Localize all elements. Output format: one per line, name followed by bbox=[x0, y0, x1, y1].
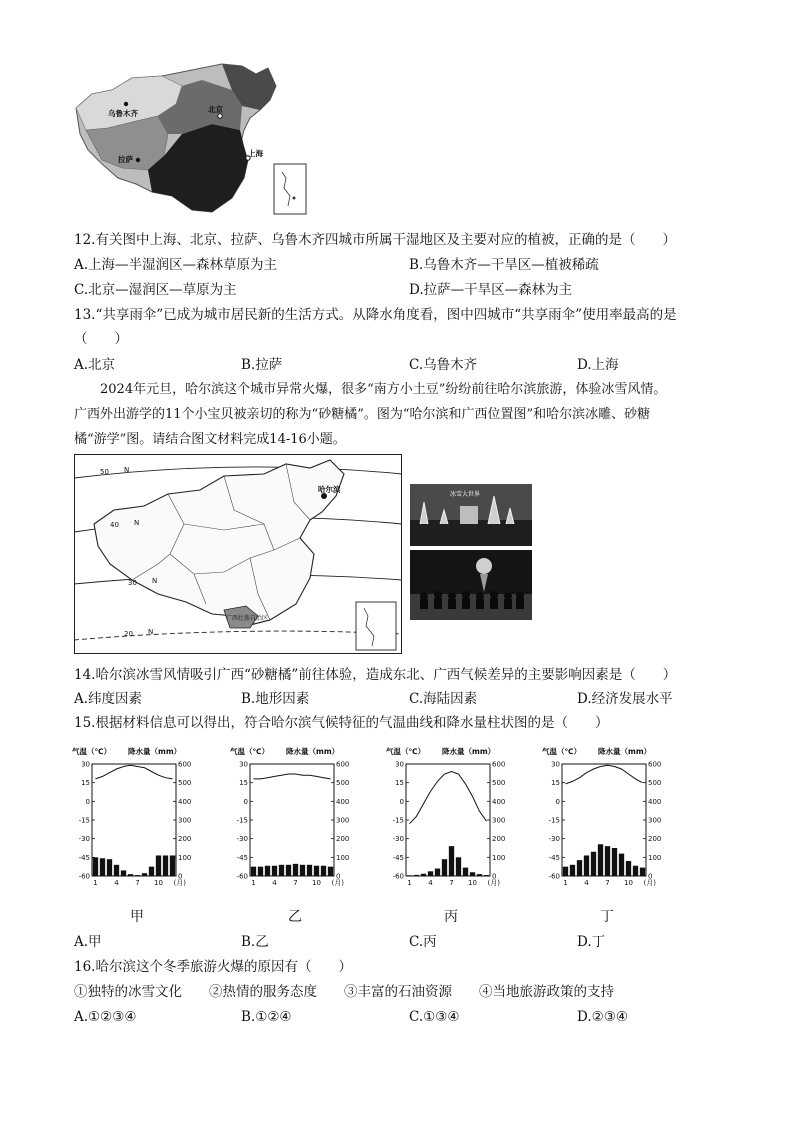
chart-caption-bing: 丙 bbox=[444, 909, 458, 925]
temp-tick-label: 15 bbox=[551, 779, 560, 788]
precip-bar bbox=[135, 875, 140, 876]
precip-tick-label: 300 bbox=[492, 816, 506, 825]
month-tick-label: 1 bbox=[251, 879, 256, 887]
kids-group-photo bbox=[410, 550, 532, 620]
precip-tick-label: 400 bbox=[178, 797, 192, 806]
climate-chart-bing bbox=[384, 744, 514, 894]
q12-option-a[interactable]: A.上海—半湿润区—森林草原为主 bbox=[74, 257, 278, 273]
temp-tick-label: 0 bbox=[399, 797, 404, 806]
q16-option-b[interactable]: B.①②④ bbox=[241, 1009, 292, 1025]
q16-stem: 16.哈尔滨这个冬季旅游火爆的原因有（ ） bbox=[74, 959, 352, 975]
y-axis-title-temperature: 气温（℃） bbox=[72, 747, 112, 756]
precip-bar bbox=[272, 866, 277, 876]
precip-bar bbox=[435, 869, 440, 876]
q13-stem-paren: （ ） bbox=[74, 331, 128, 347]
precip-tick-label: 200 bbox=[178, 835, 192, 844]
passage-line-1: 2024年元旦，哈尔滨这个城市异常火爆，很多“南方小土豆”纷纷前往哈尔滨旅游，体验冰雪风情。 bbox=[100, 382, 667, 397]
precip-bar bbox=[428, 871, 433, 876]
y-axis-title-precipitation: 降水量（mm） bbox=[442, 747, 496, 756]
x-axis-unit: (月) bbox=[331, 879, 344, 887]
temperature-curve bbox=[566, 765, 643, 784]
climate-chart-ding bbox=[540, 744, 670, 894]
temp-tick-label: 15 bbox=[239, 779, 248, 788]
temp-tick-label: 15 bbox=[395, 779, 404, 788]
temp-tick-label: -15 bbox=[392, 816, 404, 825]
q16-option-d[interactable]: D.②③④ bbox=[577, 1009, 628, 1025]
temp-tick-label: -45 bbox=[236, 853, 248, 862]
temp-tick-label: -60 bbox=[548, 872, 560, 881]
precip-tick-label: 0 bbox=[178, 872, 183, 881]
month-tick-label: 7 bbox=[449, 879, 454, 887]
q12-option-c[interactable]: C.北京—湿润区—草原为主 bbox=[74, 282, 237, 298]
precip-bar bbox=[279, 865, 284, 876]
climate-chart-svg bbox=[540, 744, 670, 894]
precip-bar bbox=[107, 859, 112, 876]
precip-tick-label: 400 bbox=[336, 797, 350, 806]
precip-tick-label: 500 bbox=[336, 779, 350, 788]
q15-option-d[interactable]: D.丁 bbox=[577, 934, 606, 950]
temp-tick-label: -60 bbox=[236, 872, 248, 881]
precip-bar bbox=[414, 875, 419, 876]
month-tick-label: 10 bbox=[468, 879, 477, 887]
month-tick-label: 10 bbox=[624, 879, 633, 887]
ice-sculpture-photo bbox=[410, 484, 532, 546]
q12-stem: 12.有关图中上海、北京、拉萨、乌鲁木齐四城市所属干湿地区及主要对应的植被，正确的是（ ） bbox=[74, 232, 676, 248]
lat-label-30: 30 bbox=[128, 579, 137, 587]
precip-bar bbox=[484, 875, 489, 876]
precip-bar bbox=[477, 874, 482, 876]
precip-tick-label: 300 bbox=[648, 816, 662, 825]
precip-bar bbox=[307, 865, 312, 876]
q14-option-b[interactable]: B.地形因素 bbox=[241, 691, 310, 707]
temp-tick-label: -15 bbox=[78, 816, 90, 825]
q16-items: ①独特的冰雪文化 ②热情的服务态度 ③丰富的石油资源 ④当地旅游政策的支持 bbox=[74, 984, 614, 1000]
month-tick-label: 7 bbox=[605, 879, 610, 887]
precip-bar bbox=[633, 866, 638, 876]
q14-stem: 14.哈尔滨冰雪风情吸引广西“砂糖橘”前往体验，造成东北、广西气候差异的主要影响因素是（ ） bbox=[74, 667, 677, 683]
temp-tick-label: -15 bbox=[548, 816, 560, 825]
month-tick-label: 1 bbox=[93, 879, 98, 887]
precip-bar bbox=[142, 873, 147, 876]
precip-tick-label: 100 bbox=[336, 853, 350, 862]
month-tick-label: 1 bbox=[407, 879, 412, 887]
x-axis-unit: (月) bbox=[643, 879, 656, 887]
precip-bar bbox=[170, 855, 175, 876]
precip-bar bbox=[258, 867, 263, 876]
precip-tick-label: 600 bbox=[336, 760, 350, 769]
map2-label-harbin: 哈尔滨 bbox=[318, 485, 341, 494]
temp-tick-label: 15 bbox=[81, 779, 90, 788]
precip-bar bbox=[128, 874, 133, 876]
q15-stem: 15.根据材料信息可以得出，符合哈尔滨气候特征的气温曲线和降水量柱状图的是（ ） bbox=[74, 715, 609, 731]
passage-line-2: 广西外出游学的11个小宝贝被亲切的称为“砂糖橘”。图为“哈尔滨和广西位置图”和哈尔滨冰雕、砂糖 bbox=[74, 407, 651, 422]
temp-tick-label: -30 bbox=[78, 835, 90, 844]
month-tick-label: 7 bbox=[293, 879, 298, 887]
temp-tick-label: 0 bbox=[555, 797, 560, 806]
month-tick-label: 4 bbox=[428, 879, 433, 887]
precip-bar bbox=[321, 866, 326, 876]
temperature-curve bbox=[96, 765, 173, 779]
month-tick-label: 4 bbox=[272, 879, 277, 887]
temp-tick-label: 30 bbox=[81, 760, 90, 769]
precip-bar bbox=[328, 867, 333, 876]
temp-tick-label: -15 bbox=[236, 816, 248, 825]
q13-stem: 13.“共享雨伞”已成为城市居民新的生活方式。从降水角度看，图中四城市“共享雨伞”使用率最高的是 bbox=[74, 307, 677, 323]
precip-bar bbox=[163, 855, 168, 876]
precip-tick-label: 400 bbox=[648, 797, 662, 806]
y-axis-title-precipitation: 降水量（mm） bbox=[128, 747, 182, 756]
q13-option-b[interactable]: B.拉萨 bbox=[241, 357, 283, 373]
plot-frame bbox=[250, 764, 334, 876]
month-tick-label: 4 bbox=[114, 879, 119, 887]
precip-tick-label: 100 bbox=[492, 853, 506, 862]
y-axis-title-precipitation: 降水量（mm） bbox=[286, 747, 340, 756]
precip-tick-label: 100 bbox=[178, 853, 192, 862]
precip-bar bbox=[563, 867, 568, 876]
q14-option-d[interactable]: D.经济发展水平 bbox=[577, 691, 673, 707]
y-axis-title-temperature: 气温（℃） bbox=[542, 747, 582, 756]
precip-bar bbox=[449, 846, 454, 876]
lat-label-30-n: N bbox=[152, 577, 158, 585]
china-dry-wet-map bbox=[72, 60, 312, 220]
precip-bar bbox=[640, 868, 645, 876]
q14-option-c[interactable]: C.海陆因素 bbox=[409, 691, 478, 707]
precip-bar bbox=[570, 865, 575, 876]
precip-tick-label: 600 bbox=[648, 760, 662, 769]
temp-tick-label: -60 bbox=[392, 872, 404, 881]
month-tick-label: 7 bbox=[135, 879, 140, 887]
precip-bar bbox=[598, 844, 603, 876]
precip-bar bbox=[612, 848, 617, 876]
lat-label-40: 40 bbox=[110, 521, 119, 529]
q16-option-c[interactable]: C.①③④ bbox=[409, 1009, 460, 1025]
precip-tick-label: 400 bbox=[492, 797, 506, 806]
precip-bar bbox=[265, 866, 270, 876]
q16-option-a[interactable]: A.①②③④ bbox=[74, 1009, 137, 1025]
precip-tick-label: 100 bbox=[648, 853, 662, 862]
precip-bar bbox=[114, 865, 119, 876]
lat-label-40-n: N bbox=[134, 519, 140, 527]
climate-chart-yi bbox=[228, 744, 358, 894]
lat-label-50: 50 bbox=[100, 468, 109, 476]
harbin-guangxi-map bbox=[74, 454, 402, 654]
precip-bar bbox=[591, 852, 596, 876]
precip-tick-label: 600 bbox=[178, 760, 192, 769]
climate-chart-svg bbox=[70, 744, 200, 894]
precip-tick-label: 0 bbox=[648, 872, 653, 881]
precip-bar bbox=[584, 855, 589, 876]
temperature-curve bbox=[410, 772, 487, 824]
temp-tick-label: 0 bbox=[243, 797, 248, 806]
temp-tick-label: 30 bbox=[551, 760, 560, 769]
precip-bar bbox=[619, 854, 624, 876]
temp-tick-label: -45 bbox=[392, 853, 404, 862]
chart-caption-ding: 丁 bbox=[600, 909, 614, 925]
x-axis-unit: (月) bbox=[487, 879, 500, 887]
climate-chart-jia bbox=[70, 744, 200, 894]
map1-label-urumqi: 乌鲁木齐 bbox=[108, 109, 138, 118]
month-tick-label: 1 bbox=[563, 879, 568, 887]
precip-tick-label: 200 bbox=[336, 835, 350, 844]
precip-tick-label: 0 bbox=[492, 872, 497, 881]
q15-option-a[interactable]: A.甲 bbox=[74, 934, 102, 950]
temp-tick-label: 30 bbox=[395, 760, 404, 769]
precip-bar bbox=[121, 870, 126, 876]
month-tick-label: 10 bbox=[312, 879, 321, 887]
precip-bar bbox=[93, 857, 98, 876]
q13-option-d[interactable]: D.上海 bbox=[577, 357, 619, 373]
precip-bar bbox=[314, 866, 319, 876]
q14-option-a[interactable]: A.纬度因素 bbox=[74, 691, 143, 707]
climate-chart-svg bbox=[228, 744, 358, 894]
precip-bar bbox=[463, 868, 468, 876]
precip-tick-label: 300 bbox=[336, 816, 350, 825]
q13-option-a[interactable]: A.北京 bbox=[74, 357, 116, 373]
precip-bar bbox=[456, 857, 461, 876]
precip-bar bbox=[442, 859, 447, 876]
precip-bar bbox=[100, 858, 105, 876]
passage-line-3: 橘“游学”图。请结合图文材料完成14-16小题。 bbox=[74, 432, 346, 447]
temp-tick-label: -60 bbox=[78, 872, 90, 881]
precip-bar bbox=[577, 860, 582, 876]
x-axis-unit: (月) bbox=[173, 879, 186, 887]
lat-label-20-n: N bbox=[148, 628, 154, 636]
lat-label-50-n: N bbox=[124, 466, 130, 474]
precip-bar bbox=[470, 872, 475, 876]
map1-label-beijing: 北京 bbox=[208, 105, 223, 114]
temperature-curve bbox=[254, 774, 331, 779]
precip-bar bbox=[293, 864, 298, 876]
temp-tick-label: -30 bbox=[392, 835, 404, 844]
y-axis-title-temperature: 气温（℃） bbox=[230, 747, 270, 756]
chart-caption-yi: 乙 bbox=[288, 909, 302, 925]
q13-option-c[interactable]: C.乌鲁木齐 bbox=[409, 357, 478, 373]
precip-bar bbox=[605, 846, 610, 876]
plot-frame bbox=[406, 764, 490, 876]
photo-label: 冰雪大世界 bbox=[450, 491, 481, 498]
temp-tick-label: 0 bbox=[85, 797, 90, 806]
precip-tick-label: 500 bbox=[648, 779, 662, 788]
chart-caption-jia: 甲 bbox=[130, 909, 144, 925]
precip-tick-label: 600 bbox=[492, 760, 506, 769]
temp-tick-label: 30 bbox=[239, 760, 248, 769]
map1-label-shanghai: 上海 bbox=[248, 149, 263, 158]
month-tick-label: 4 bbox=[584, 879, 589, 887]
precip-bar bbox=[626, 861, 631, 876]
precip-tick-label: 300 bbox=[178, 816, 192, 825]
precip-tick-label: 500 bbox=[178, 779, 192, 788]
q15-option-c[interactable]: C.丙 bbox=[409, 934, 437, 950]
lat-label-20: 20 bbox=[124, 630, 133, 638]
climate-chart-svg bbox=[384, 744, 514, 894]
temp-tick-label: -45 bbox=[78, 853, 90, 862]
q12-option-d[interactable]: D.拉萨—干旱区—森林为主 bbox=[409, 282, 573, 298]
precip-tick-label: 200 bbox=[492, 835, 506, 844]
temp-tick-label: -30 bbox=[548, 835, 560, 844]
temp-tick-label: -30 bbox=[236, 835, 248, 844]
q12-option-b[interactable]: B.乌鲁木齐—干旱区—植被稀疏 bbox=[409, 257, 599, 273]
precip-bar bbox=[421, 874, 426, 876]
precip-tick-label: 500 bbox=[492, 779, 506, 788]
precip-tick-label: 200 bbox=[648, 835, 662, 844]
precip-bar bbox=[149, 867, 154, 876]
y-axis-title-precipitation: 降水量（mm） bbox=[598, 747, 652, 756]
precip-bar bbox=[251, 867, 256, 876]
map2-label-guangxi: 广西壮族自治区 bbox=[226, 615, 269, 622]
y-axis-title-temperature: 气温（℃） bbox=[386, 747, 426, 756]
precip-bar bbox=[156, 855, 161, 876]
precip-bar bbox=[300, 865, 305, 876]
precip-tick-label: 0 bbox=[336, 872, 341, 881]
q15-option-b[interactable]: B.乙 bbox=[241, 934, 269, 950]
month-tick-label: 10 bbox=[154, 879, 163, 887]
precip-bar bbox=[407, 875, 412, 876]
map1-label-lhasa: 拉萨 bbox=[118, 155, 133, 164]
precip-bar bbox=[286, 865, 291, 876]
temp-tick-label: -45 bbox=[548, 853, 560, 862]
